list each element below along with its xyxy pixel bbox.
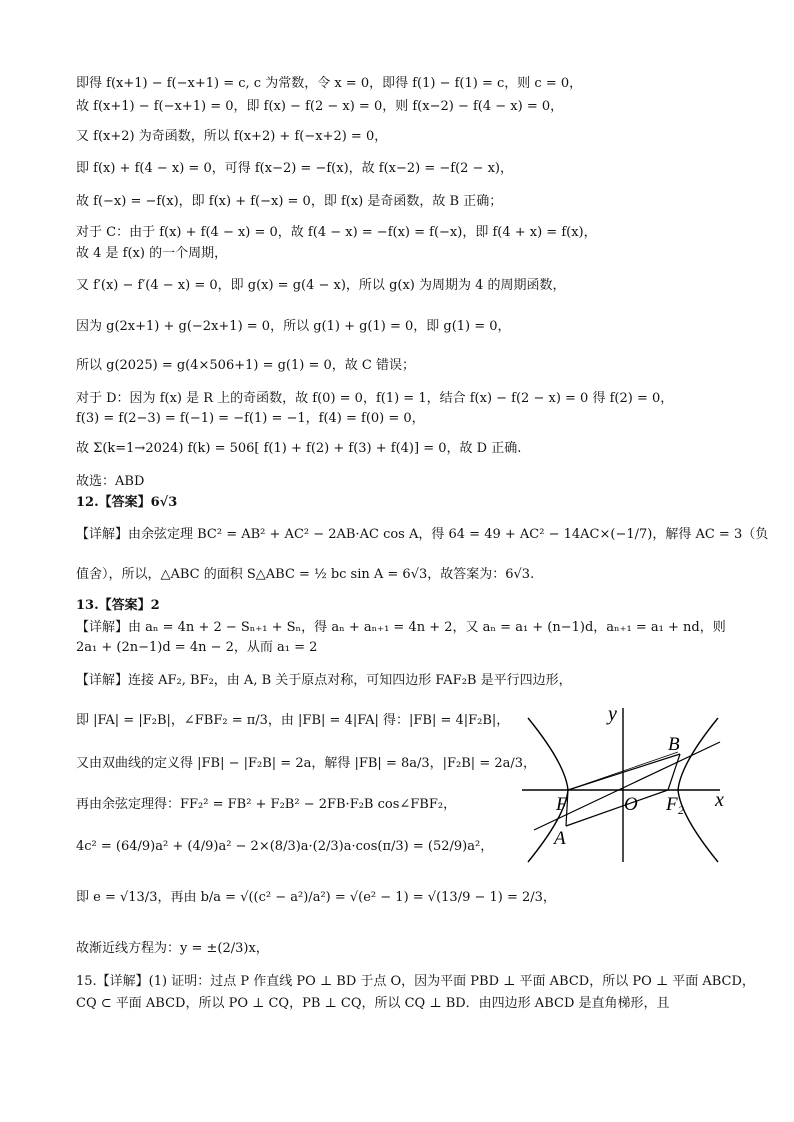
line-2: 故 f(x+1) − f(−x+1) = 0，即 f(x) − f(2 − x) = 0，则 f(x−2) − f(4 − x) = 0， bbox=[76, 99, 564, 114]
line-8: 又 f′(x) − f′(4 − x) = 0，即 g(x) = g(4 − x)，所以 g(x) 为周期为 4 的周期函数， bbox=[76, 278, 566, 293]
line-19: 【详解】由 aₙ = 4n + 2 − Sₙ₊₁ + Sₙ，得 aₙ + aₙ₊₁ = 4n + 2，又 aₙ = a₁ + (n−1)d，aₙ₊₁ = a₁ + nd，则 bbox=[76, 620, 726, 635]
line-3: 又 f(x+2) 为奇函数，所以 f(x+2) + f(−x+2) = 0， bbox=[76, 129, 388, 144]
line-5: 故 f(−x) = −f(x)，即 f(x) + f(−x) = 0，即 f(x) 是奇函数，故 B 正确； bbox=[76, 194, 503, 209]
line-26: 即 e = √13/3，再由 b/a = √((c² − a²)/a²) = √(e² − 1) = √(13/9 − 1) = 2/3， bbox=[76, 890, 556, 905]
line-6: 对于 C：由于 f(x) + f(4 − x) = 0，故 f(4 − x) = −f(x) = f(−x)，即 f(4 + x) = f(x)， bbox=[76, 225, 597, 240]
line-25: 4c² = (64/9)a² + (4/9)a² − 2×(8/3)a·(2/3)a·cos(π/3) = (52/9)a²， bbox=[76, 839, 494, 854]
line-through-a-b bbox=[534, 742, 720, 830]
line-27: 故渐近线方程为：y = ±(2/3)x， bbox=[76, 941, 269, 956]
line-12: f(3) = f(2−3) = f(−1) = −f(1) = −1，f(4) = f(0) = 0， bbox=[76, 411, 425, 426]
line-1: 即得 f(x+1) − f(−x+1) = c, c 为常数，令 x = 0，即得 f(1) − f(1) = c，则 c = 0， bbox=[76, 76, 583, 91]
label-o: O bbox=[624, 794, 638, 815]
line-28: 15.【详解】(1) 证明：过点 P 作直线 PO ⊥ BD 于点 O，因为平面 PBD ⊥ 平面 ABCD，所以 PO ⊥ 平面 ABCD， bbox=[76, 974, 755, 989]
line-20: 2a₁ + (2n−1)d = 4n − 2，从而 a₁ = 2 bbox=[76, 640, 318, 655]
answer-13-heading: 13.【答案】2 bbox=[76, 598, 160, 613]
line-16: 【详解】由余弦定理 BC² = AB² + AC² − 2AB·AC cos A，得 64 = 49 + AC² − 14AC×(−1/7)，解得 AC = 3（负 bbox=[76, 527, 769, 542]
line-23: 又由双曲线的定义得 |FB| − |F₂B| = 2a，解得 |FB| = 8a/3，|F₂B| = 2a/3， bbox=[76, 756, 537, 771]
hyperbola-figure bbox=[520, 700, 740, 865]
line-24: 再由余弦定理得：FF₂² = FB² + F₂B² − 2FB·F₂B cos∠FBF₂， bbox=[76, 797, 457, 812]
label-b: B bbox=[668, 734, 680, 755]
label-f2-subscript: 2 bbox=[678, 803, 684, 817]
line-14: 故选：ABD bbox=[76, 474, 145, 489]
line-11: 对于 D：因为 f(x) 是 R 上的奇函数，故 f(0) = 0，f(1) = 1，结合 f(x) − f(2 − x) = 0 得 f(2) = 0， bbox=[76, 391, 674, 406]
label-f2: F bbox=[666, 794, 678, 815]
answer-12-heading: 12.【答案】6√3 bbox=[76, 495, 178, 510]
line-29: CQ ⊂ 平面 ABCD，所以 PO ⊥ CQ，PB ⊥ CQ，所以 CQ ⊥ BD．由四边形 ABCD 是直角梯形，且 bbox=[76, 996, 670, 1011]
line-9: 因为 g(2x+1) + g(−2x+1) = 0，所以 g(1) + g(1) = 0，即 g(1) = 0， bbox=[76, 319, 511, 334]
line-4: 即 f(x) + f(4 − x) = 0，可得 f(x−2) = −f(x)，故 f(x−2) = −f(2 − x)， bbox=[76, 161, 513, 176]
line-13: 故 Σ(k=1→2024) f(k) = 506[ f(1) + f(2) + f(3) + f(4)] = 0，故 D 正确. bbox=[76, 441, 522, 456]
line-22: 即 |FA| = |F₂B|，∠FBF₂ = π/3，由 |FB| = 4|FA| 得：|FB| = 4|F₂B|， bbox=[76, 713, 510, 728]
line-17: 值舍），所以，△ABC 的面积 S△ABC = ½ bc sin A = 6√3，故答案为：6√3. bbox=[76, 567, 535, 582]
label-f: F bbox=[556, 794, 568, 815]
x-axis-label: x bbox=[715, 789, 724, 811]
line-10: 所以 g(2025) = g(4×506+1) = g(1) = 0，故 C 错误； bbox=[76, 358, 415, 373]
label-a: A bbox=[554, 828, 566, 849]
line-21: 【详解】连接 AF₂, BF₂，由 A, B 关于原点对称，可知四边形 FAF₂B 是平行四边形， bbox=[76, 673, 572, 688]
y-axis-label: y bbox=[608, 703, 617, 725]
line-7: 故 4 是 f(x) 的一个周期， bbox=[76, 246, 228, 261]
